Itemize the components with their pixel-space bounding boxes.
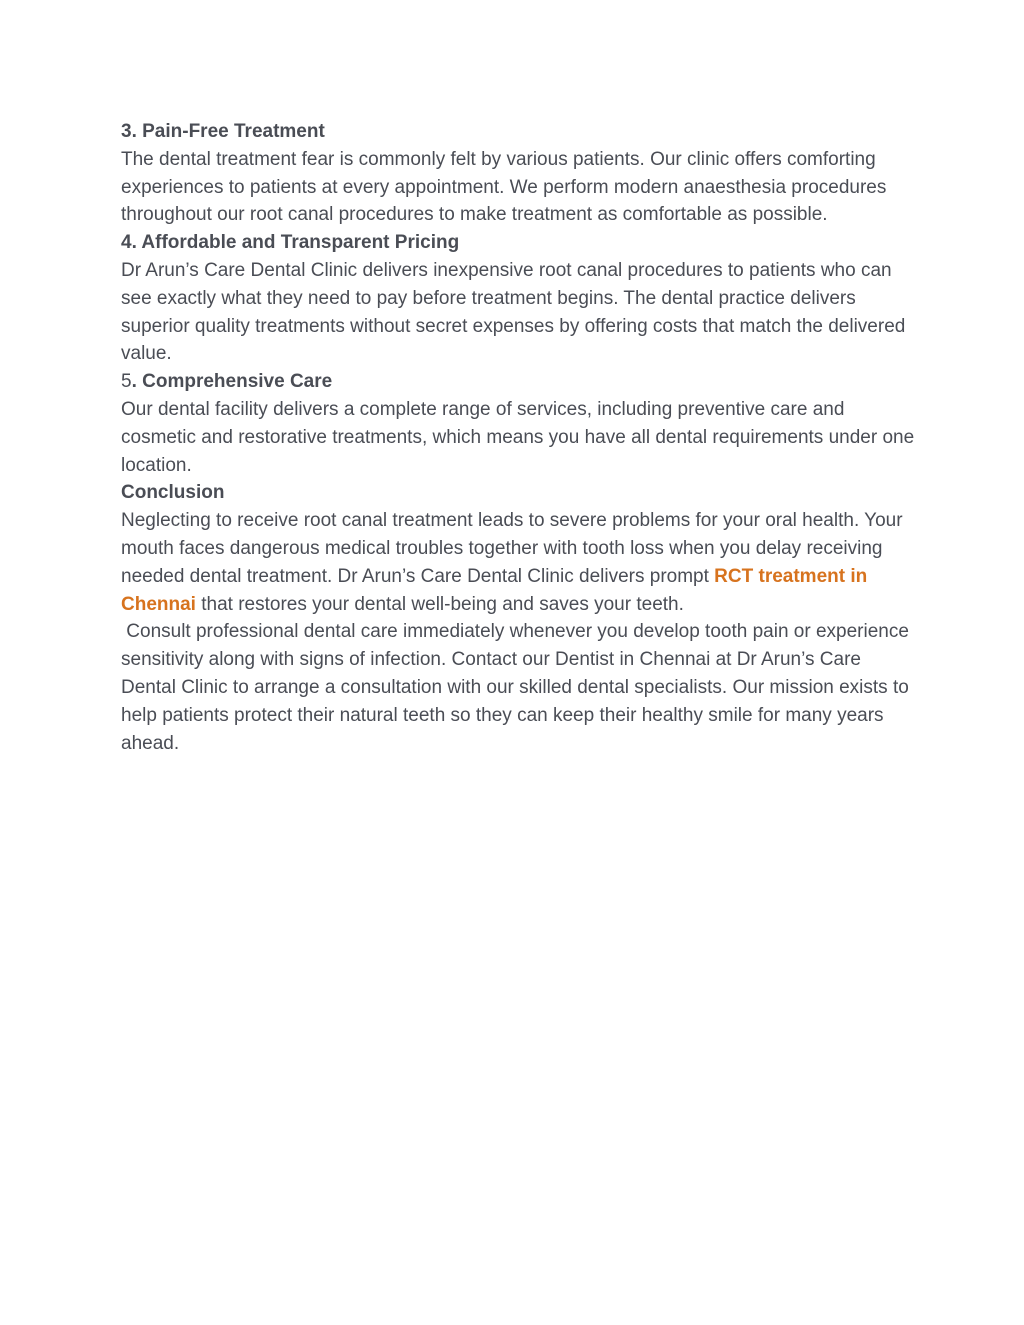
section-heading-pricing: 4. Affordable and Transparent Pricing — [121, 232, 460, 254]
section-heading-comprehensive — [121, 368, 921, 396]
conclusion-text-before-link: Neglecting to receive root canal treatment leads to severe problems for your oral health. Your mouth faces dangerous medical troubles together with tooth loss when you delay receiving needed dental treatment. Dr Arun’s Care Dental Clinic delivers prompt — [121, 510, 903, 587]
conclusion-paragraph — [121, 507, 921, 618]
section-body-pricing: Dr Arun’s Care Dental Clinic delivers inexpensive root canal procedures to patients who can see exactly what they need to pay before treatment begins. The dental practice delivers superior quality treatments without secret expenses by offering costs that match the delivered value. — [121, 259, 906, 365]
section-heading-number: 5 — [121, 371, 132, 393]
section-heading-pain-free: 3. Pain-Free Treatment — [121, 121, 325, 142]
conclusion-heading: Conclusion — [121, 482, 225, 504]
conclusion-paragraph-2: Consult professional dental care immediately whenever you develop tooth pain or experience sensitivity along with signs of infection. Contact our Dentist in Chennai at Dr Arun’s Care Dental Clinic to arrange a consultation with our skilled dental specialists. Our mission exists to help patients protect their natural teeth so they can keep their healthy smile for many years ahead. — [121, 621, 915, 754]
section-body-pain-free: The dental treatment fear is commonly felt by various patients. Our clinic offers comforting experiences to patients at every appointment. We perform modern anaesthesia procedures throughout our root canal procedures to make treatment as comfortable as possible. — [121, 148, 887, 226]
conclusion-text-after-link: that restores your dental well-being and saves your teeth. — [195, 593, 684, 615]
section-heading-text: . Comprehensive Care — [131, 371, 333, 393]
rct-treatment-link[interactable]: RCT treatment in Chennai — [121, 565, 868, 615]
document-body — [121, 118, 921, 757]
section-body-comprehensive: Our dental facility delivers a complete range of services, including preventive care and cosmetic and restorative treatments, which means you have all dental requirements under one location. — [121, 398, 915, 476]
